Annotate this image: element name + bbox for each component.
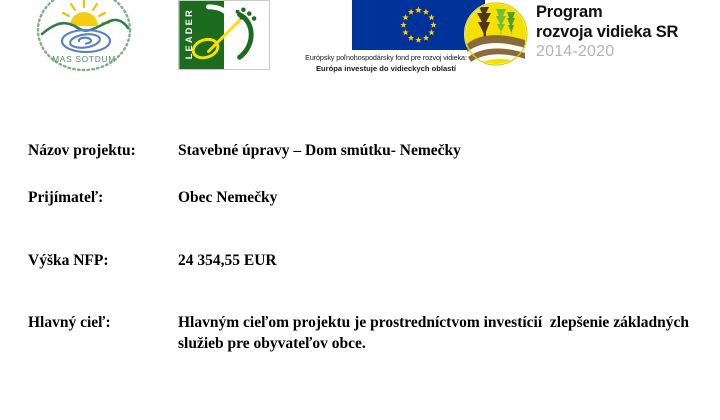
mas-sotdum-logo — [30, 0, 138, 74]
eu-logo-block — [286, 0, 486, 86]
info-label-vyska-nfp: Výška NFP: — [28, 252, 109, 269]
info-value-prijimatel: Obec Nemečky — [178, 189, 278, 206]
logo-band — [0, 0, 720, 96]
eu-caption — [286, 53, 486, 74]
info-label-hlavny-ciel: Hlavný cieľ: — [28, 314, 111, 331]
info-label-nazov-projektu: Názov projektu: — [28, 142, 136, 159]
leader-logo — [178, 0, 270, 70]
prv-wordmark — [536, 2, 678, 62]
prv-emblem-icon — [462, 0, 530, 68]
prv-line1: Program — [536, 3, 603, 21]
prv-logo-block — [462, 0, 717, 70]
prv-line3: 2014-2020 — [536, 43, 615, 61]
eu-caption-line1: Európsky poľnohospodársky fond pre rozvoj vidieka: — [305, 53, 467, 62]
info-label-prijimatel: Prijímateľ: — [28, 189, 104, 206]
info-value-nazov-projektu: Stavebné úpravy – Dom smútku- Nemečky — [178, 142, 461, 159]
leader-wordmark: LEADER — [183, 8, 194, 60]
prv-line2: rozvoja vidieka SR — [536, 23, 679, 42]
eu-caption-line2: Európa investuje do vidieckych oblastí — [315, 64, 457, 74]
mas-sotdum-caption: MAS SOTDUM — [52, 54, 116, 64]
info-value-hlavny-ciel: Hlavným cieľom projektu je prostredníctvom investícií zlepšenie základných služieb pre obyvateľov obce. — [178, 314, 693, 352]
info-value-vyska-nfp: 24 354,55 EUR — [178, 252, 277, 269]
